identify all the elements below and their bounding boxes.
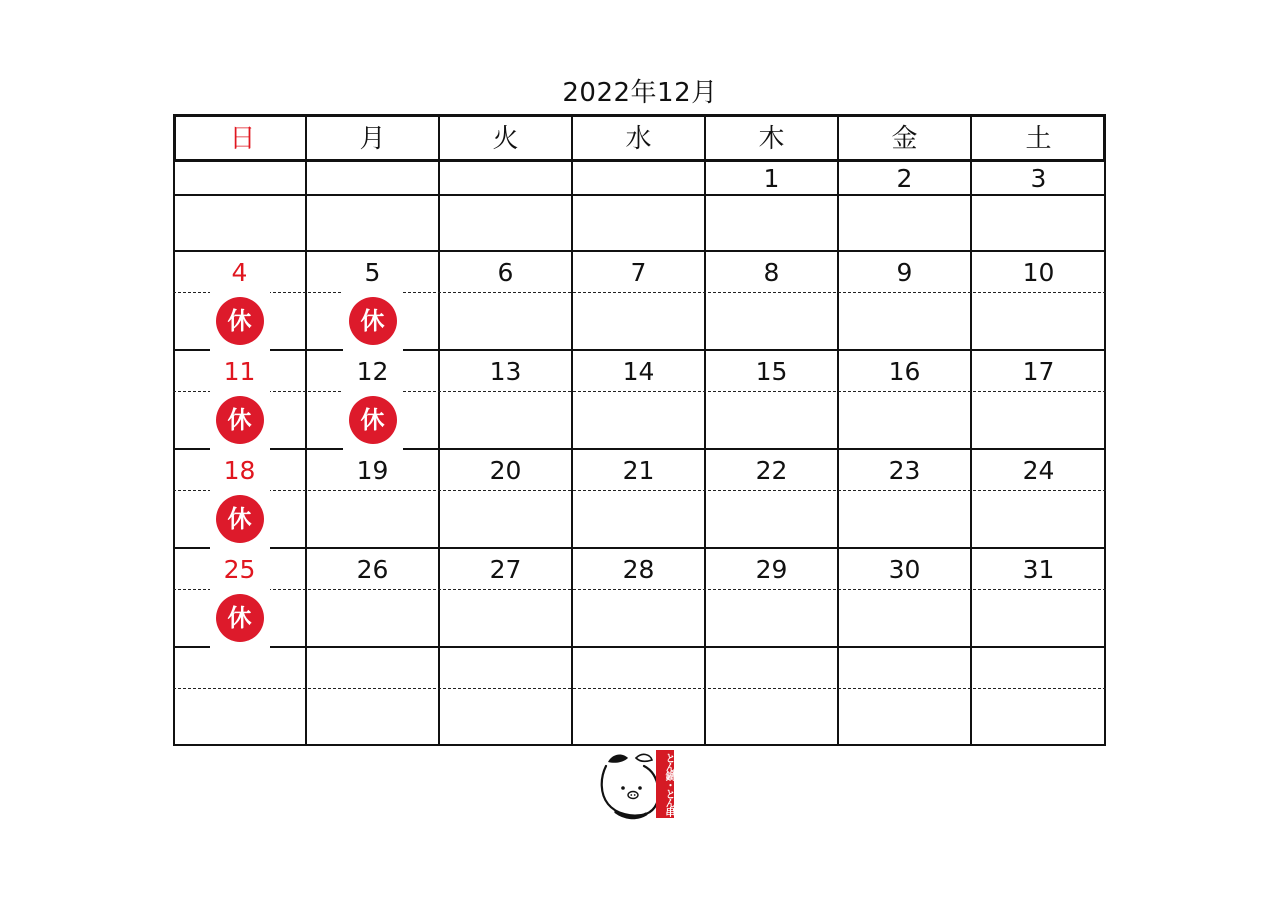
weekday-5: 金 xyxy=(891,124,918,154)
day-number: 29 xyxy=(755,555,788,584)
closed-day-badge: 休 xyxy=(216,594,264,642)
logo-stamp: とん鍋・とん串 xyxy=(656,750,674,818)
day-number: 11 xyxy=(223,357,256,386)
day-number: 4 xyxy=(231,258,248,287)
calendar-grid xyxy=(173,114,1106,746)
grid-row-line xyxy=(173,547,1106,549)
closed-day-badge: 休 xyxy=(216,495,264,543)
day-number: 9 xyxy=(896,258,913,287)
day-number: 31 xyxy=(1022,555,1055,584)
day-number: 21 xyxy=(622,456,655,485)
closed-day-badge: 休 xyxy=(216,396,264,444)
weekday-1: 月 xyxy=(359,124,386,154)
day-number: 27 xyxy=(489,555,522,584)
day-number: 5 xyxy=(364,258,381,287)
day-number: 22 xyxy=(755,456,788,485)
grid-row-line xyxy=(173,448,1106,450)
grid-row-line xyxy=(173,646,1106,648)
date-divider-dashed xyxy=(173,688,1106,689)
day-number: 15 xyxy=(755,357,788,386)
closed-day-badge: 休 xyxy=(349,396,397,444)
day-number: 30 xyxy=(888,555,921,584)
day-number: 16 xyxy=(888,357,921,386)
day-number: 20 xyxy=(489,456,522,485)
day-number: 12 xyxy=(356,357,389,386)
day-number: 13 xyxy=(489,357,522,386)
header-divider xyxy=(571,114,573,162)
day-number: 24 xyxy=(1022,456,1055,485)
date-divider-dashed xyxy=(173,589,1106,590)
day-number: 10 xyxy=(1022,258,1055,287)
day-number: 1 xyxy=(763,164,780,193)
day-number: 3 xyxy=(1030,164,1047,193)
day-number: 26 xyxy=(356,555,389,584)
grid-row-line xyxy=(173,744,1106,746)
date-divider-dashed xyxy=(173,490,1106,491)
date-divider-dashed xyxy=(173,391,1106,392)
header-divider xyxy=(970,114,972,162)
header-divider xyxy=(837,114,839,162)
weekday-6: 土 xyxy=(1025,124,1052,154)
header-divider xyxy=(704,114,706,162)
day-number: 8 xyxy=(763,258,780,287)
weekday-3: 水 xyxy=(625,124,652,154)
weekday-0: 日 xyxy=(229,124,256,154)
weekday-4: 木 xyxy=(758,124,785,154)
header-divider xyxy=(438,114,440,162)
day-number: 18 xyxy=(223,456,256,485)
weekday-header xyxy=(173,114,1106,162)
grid-row-line xyxy=(173,250,1106,252)
day-number: 17 xyxy=(1022,357,1055,386)
date-divider-dashed xyxy=(173,292,1106,293)
day-number: 25 xyxy=(223,555,256,584)
day-number: 7 xyxy=(630,258,647,287)
weekday-2: 火 xyxy=(492,124,519,154)
header-divider xyxy=(305,114,307,162)
day-number: 6 xyxy=(497,258,514,287)
day-number: 23 xyxy=(888,456,921,485)
calendar-title: 2022年12月 xyxy=(562,78,718,108)
day-number: 14 xyxy=(622,357,655,386)
grid-row-line xyxy=(173,349,1106,351)
closed-day-badge: 休 xyxy=(349,297,397,345)
day-number: 28 xyxy=(622,555,655,584)
day-number: 19 xyxy=(356,456,389,485)
day-number: 2 xyxy=(896,164,913,193)
closed-day-badge: 休 xyxy=(216,297,264,345)
